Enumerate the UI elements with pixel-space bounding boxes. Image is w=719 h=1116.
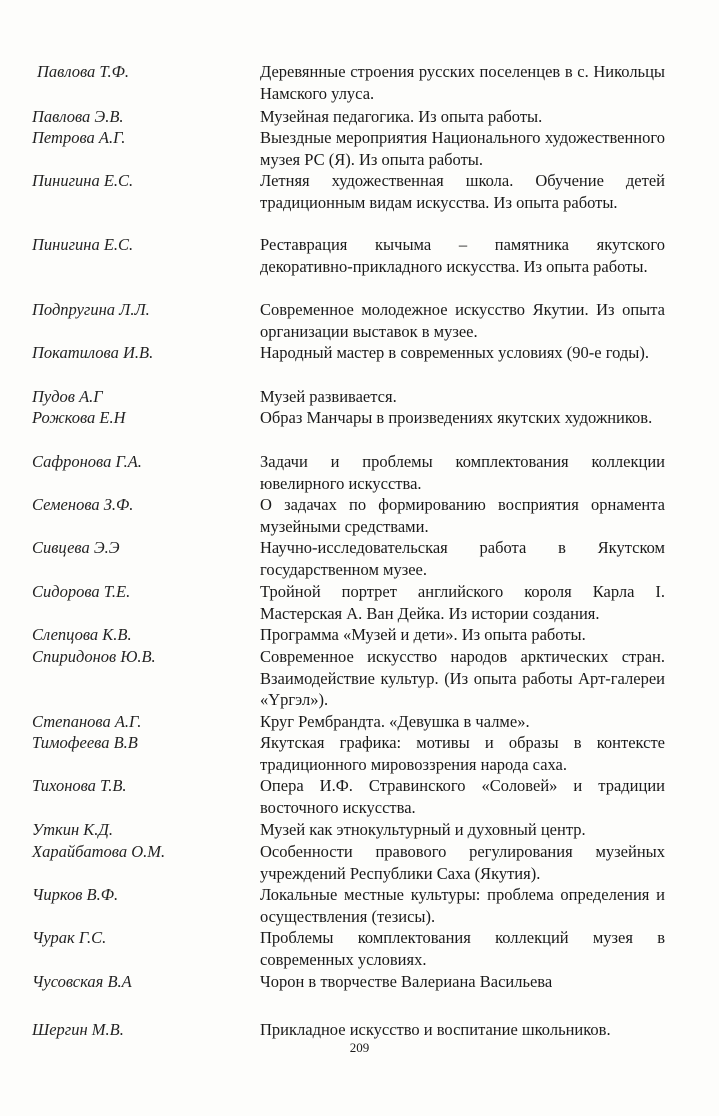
entry-title: Реставрация кычыма – памятника якутского декоративно-прикладного искусства. Из опыта работы. [260,235,665,276]
entry-author: Сивцева Э.Э [32,538,120,557]
entry-title: Проблемы комплектования коллекций музея в современных условиях. [260,928,665,969]
entry-author: Пинигина Е.С. [32,171,134,190]
entry-author: Степанова А.Г. [32,712,142,731]
page-number: 209 [349,1040,370,1055]
entry-title: Народный мастер в современных условиях (90-е годы). [260,343,649,362]
entry-author: Чирков В.Ф. [32,885,119,904]
entry-title: Опера И.Ф. Стравинского «Соловей» и традиции восточного искусства. [260,776,665,817]
entry-title: О задачах по формированию восприятия орнамента музейными средствами. [260,495,665,536]
entry-title: Музейная педагогика. Из опыта работы. [260,107,543,126]
entry-author: Покатилова И.В. [32,343,154,362]
entry-author: Уткин К.Д. [32,820,114,839]
entry-author: Сидорова Т.Е. [32,582,131,601]
entry-title: Тройной портрет английского короля Карла I. Мастерская А. Ван Дейка. Из истории создания. [260,582,665,623]
entry-author: Спиридонов Ю.В. [32,647,156,666]
entry-author: Тихонова Т.В. [32,776,127,795]
entry-author: Чусовская В.А [32,972,132,991]
entry-author: Пинигина Е.С. [32,235,134,254]
entry-title: Музей как этнокультурный и духовный центр. [260,820,586,839]
entry-title: Прикладное искусство и воспитание школьников. [260,1020,611,1039]
entry-author: Подпругина Л.Л. [32,300,150,319]
entry-title: Современное искусство народов арктических стран. Взаимодействие культур. (Из опыта работы Арт-галереи «Үргэл»). [260,647,665,710]
entry-author: Павлова Т.Ф. [37,62,130,81]
entry-title: Образ Манчары в произведениях якутских художников. [260,408,653,427]
entry-title: Современное молодежное искусство Якутии. Из опыта организации выставок в музее. [260,300,665,341]
entry-title: Выездные мероприятия Национального художественного музея РС (Я). Из опыта работы. [260,128,665,169]
entry-author: Чурак Г.С. [32,928,107,947]
entry-author: Пудов А.Г [32,387,103,406]
entry-title: Деревянные строения русских поселенцев в с. Никольцы Намского улуса. [260,62,665,103]
entry-title: Задачи и проблемы комплектования коллекции ювелирного искусства. [260,452,665,493]
entry-title: Локальные местные культуры: проблема определения и осуществления (тезисы). [260,885,665,926]
entry-title: Якутская графика: мотивы и образы в контексте традиционного мировоззрения народа саха. [260,733,665,774]
entry-title: Особенности правового регулирования музейных учреждений Республики Саха (Якутия). [260,842,665,883]
entry-author: Петрова А.Г. [32,128,126,147]
entry-author: Тимофеева В.В [32,733,138,752]
entry-author: Павлова Э.В. [32,107,124,126]
entry-title: Научно-исследовательская работа в Якутском государственном музее. [260,538,665,579]
entry-title: Летняя художественная школа. Обучение детей традиционным видам искусства. Из опыта работы. [260,171,665,212]
entry-author: Шергин М.В. [32,1020,124,1039]
entry-author: Харайбатова О.М. [32,842,166,861]
entry-title: Чорон в творчестве Валериана Васильева [260,972,553,991]
entry-author: Семенова З.Ф. [32,495,134,514]
entry-author: Слепцова К.В. [32,625,132,644]
entry-author: Сафронова Г.А. [32,452,142,471]
entry-title: Программа «Музей и дети». Из опыта работы. [260,625,586,644]
entry-author: Рожкова Е.Н [32,408,126,427]
entry-title: Музей развивается. [260,387,397,406]
entry-title: Круг Рембрандта. «Девушка в чалме». [260,712,530,731]
